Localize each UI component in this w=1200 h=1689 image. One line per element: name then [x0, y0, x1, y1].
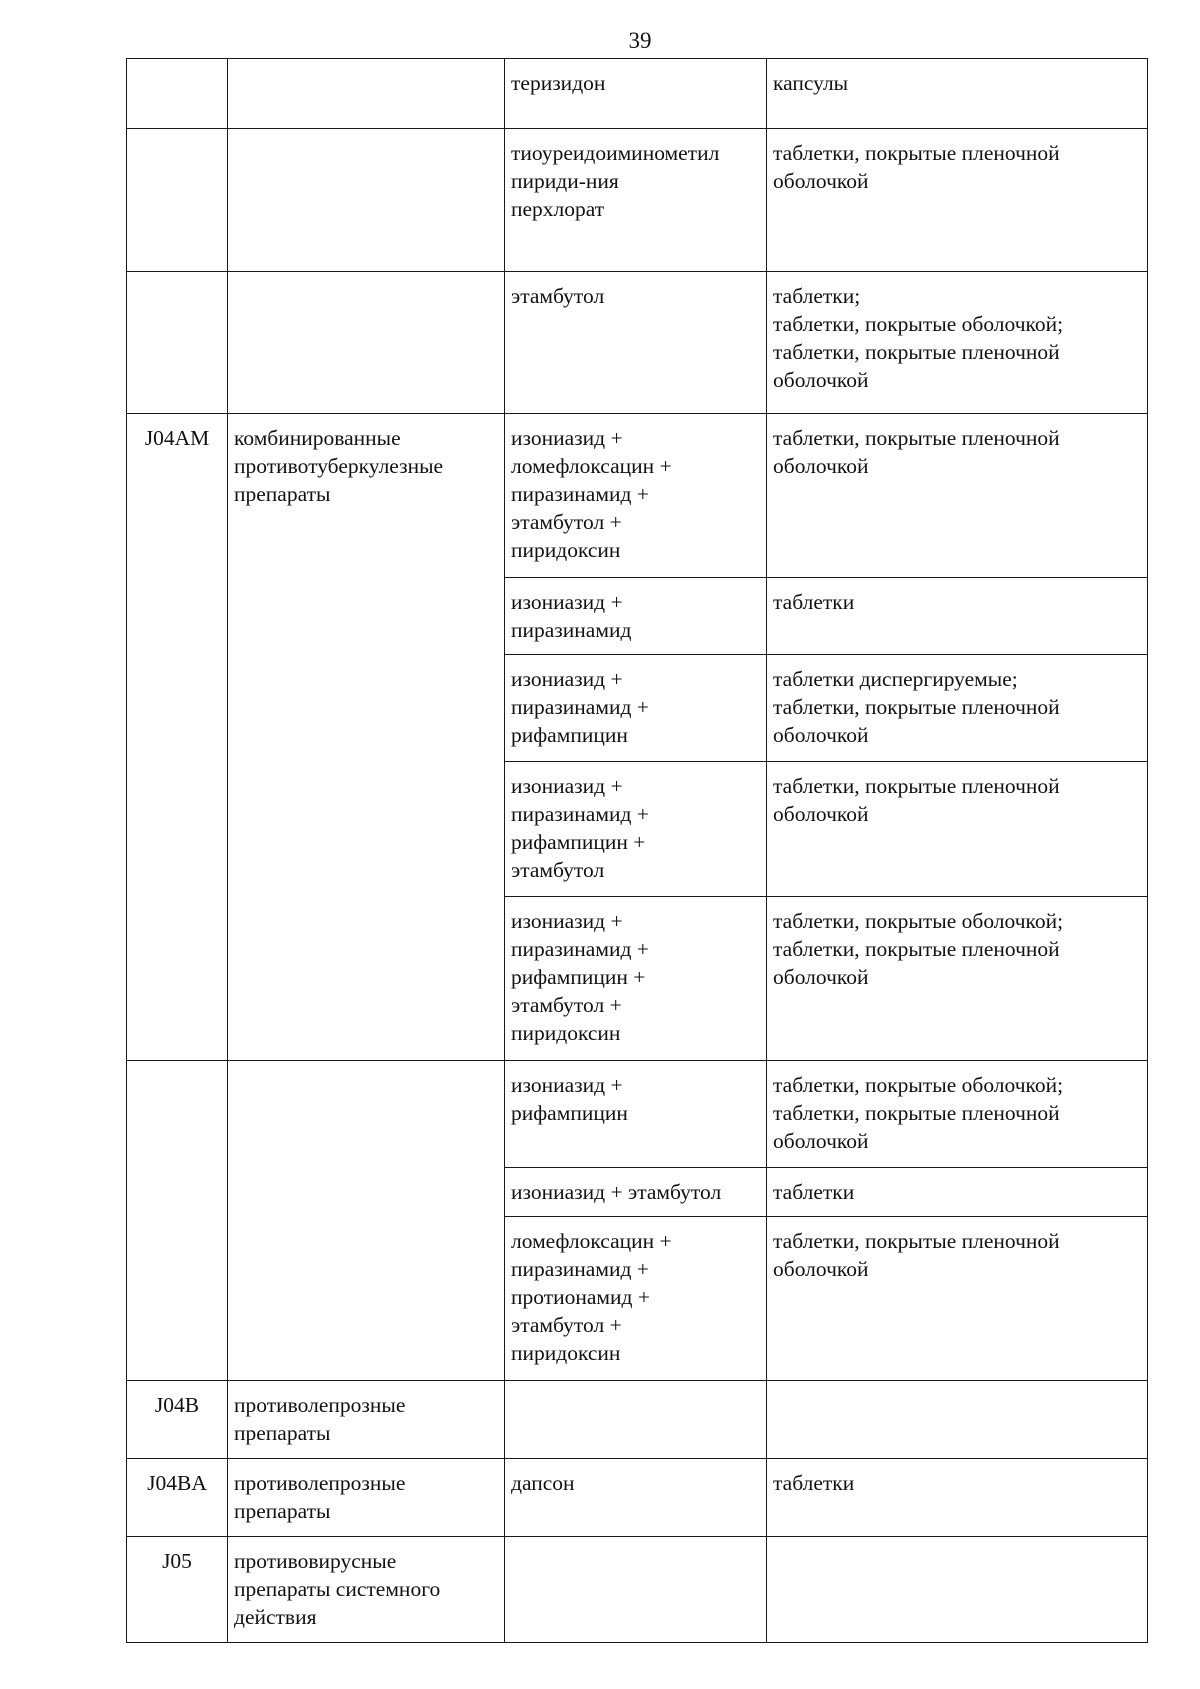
dosage-form-cell: [767, 1381, 1148, 1459]
drug-name-cell: этамбутол: [505, 272, 767, 414]
dosage-form-cell: таблетки диспергируемые; таблетки, покрытые пленочной оболочкой: [767, 655, 1148, 762]
table-row: [127, 1537, 1148, 1643]
dosage-form-cell: таблетки: [767, 1459, 1148, 1537]
group-name-cell: [228, 272, 505, 414]
dosage-form-cell: таблетки, покрытые оболочкой; таблетки, покрытые пленочной оболочкой: [767, 1061, 1148, 1168]
drug-name-cell: дапсон: [505, 1459, 767, 1537]
drug-name-cell: изониазид + пиразинамид + рифампицин: [505, 655, 767, 762]
dosage-form-cell: таблетки: [767, 1168, 1148, 1217]
dosage-form-cell: таблетки, покрытые пленочной оболочкой: [767, 129, 1148, 272]
dosage-form-cell: таблетки, покрытые пленочной оболочкой: [767, 762, 1148, 897]
group-name-cell: [228, 129, 505, 272]
atc-code-cell: J05: [127, 1537, 228, 1643]
drug-name-cell: [505, 1537, 767, 1643]
dosage-form-cell: таблетки: [767, 578, 1148, 655]
page-number: 39: [628, 28, 652, 53]
atc-code-cell: J04B: [127, 1381, 228, 1459]
atc-code-cell: J04BA: [127, 1459, 228, 1537]
dosage-form-cell: таблетки, покрытые пленочной оболочкой: [767, 1217, 1148, 1381]
drug-name-cell: теризидон: [505, 59, 767, 129]
drug-name-cell: [505, 1381, 767, 1459]
drug-name-cell: изониазид + пиразинамид + рифампицин + этамбутол: [505, 762, 767, 897]
atc-code-cell: [127, 1061, 228, 1381]
drug-name-cell: изониазид + пиразинамид + рифампицин + этамбутол + пиридоксин: [505, 897, 767, 1061]
group-name-cell: [228, 1061, 505, 1381]
atc-code-cell: [127, 129, 228, 272]
group-name-cell: противолепрозные препараты: [228, 1459, 505, 1537]
dosage-form-cell: [767, 1537, 1148, 1643]
table-row: [127, 1061, 1148, 1168]
table-row: [127, 414, 1148, 578]
table-row: [127, 59, 1148, 129]
group-name-cell: противолепрозные препараты: [228, 1381, 505, 1459]
dosage-form-cell: таблетки, покрытые пленочной оболочкой: [767, 414, 1148, 578]
group-name-cell: [228, 59, 505, 129]
atc-code-cell: J04AM: [127, 414, 228, 1061]
table-row: [127, 272, 1148, 414]
drug-name-cell: изониазид + ломефлоксацин + пиразинамид + этамбутол + пиридоксин: [505, 414, 767, 578]
table-row: [127, 129, 1148, 272]
dosage-form-cell: капсулы: [767, 59, 1148, 129]
drug-name-cell: тиоуреидоиминометил пириди-ния перхлорат: [505, 129, 767, 272]
drug-list-table: [126, 58, 1148, 1643]
dosage-form-cell: таблетки, покрытые оболочкой; таблетки, покрытые пленочной оболочкой: [767, 897, 1148, 1061]
drug-name-cell: изониазид + пиразинамид: [505, 578, 767, 655]
group-name-cell: комбинированные противотуберкулезные препараты: [228, 414, 505, 1061]
dosage-form-cell: таблетки; таблетки, покрытые оболочкой; таблетки, покрытые пленочной оболочкой: [767, 272, 1148, 414]
group-name-cell: противовирусные препараты системного действия: [228, 1537, 505, 1643]
drug-name-cell: изониазид + этамбутол: [505, 1168, 767, 1217]
table-row: [127, 1459, 1148, 1537]
atc-code-cell: [127, 59, 228, 129]
table-row: [127, 1381, 1148, 1459]
drug-name-cell: изониазид + рифампицин: [505, 1061, 767, 1168]
drug-name-cell: ломефлоксацин + пиразинамид + протионамид + этамбутол + пиридоксин: [505, 1217, 767, 1381]
atc-code-cell: [127, 272, 228, 414]
